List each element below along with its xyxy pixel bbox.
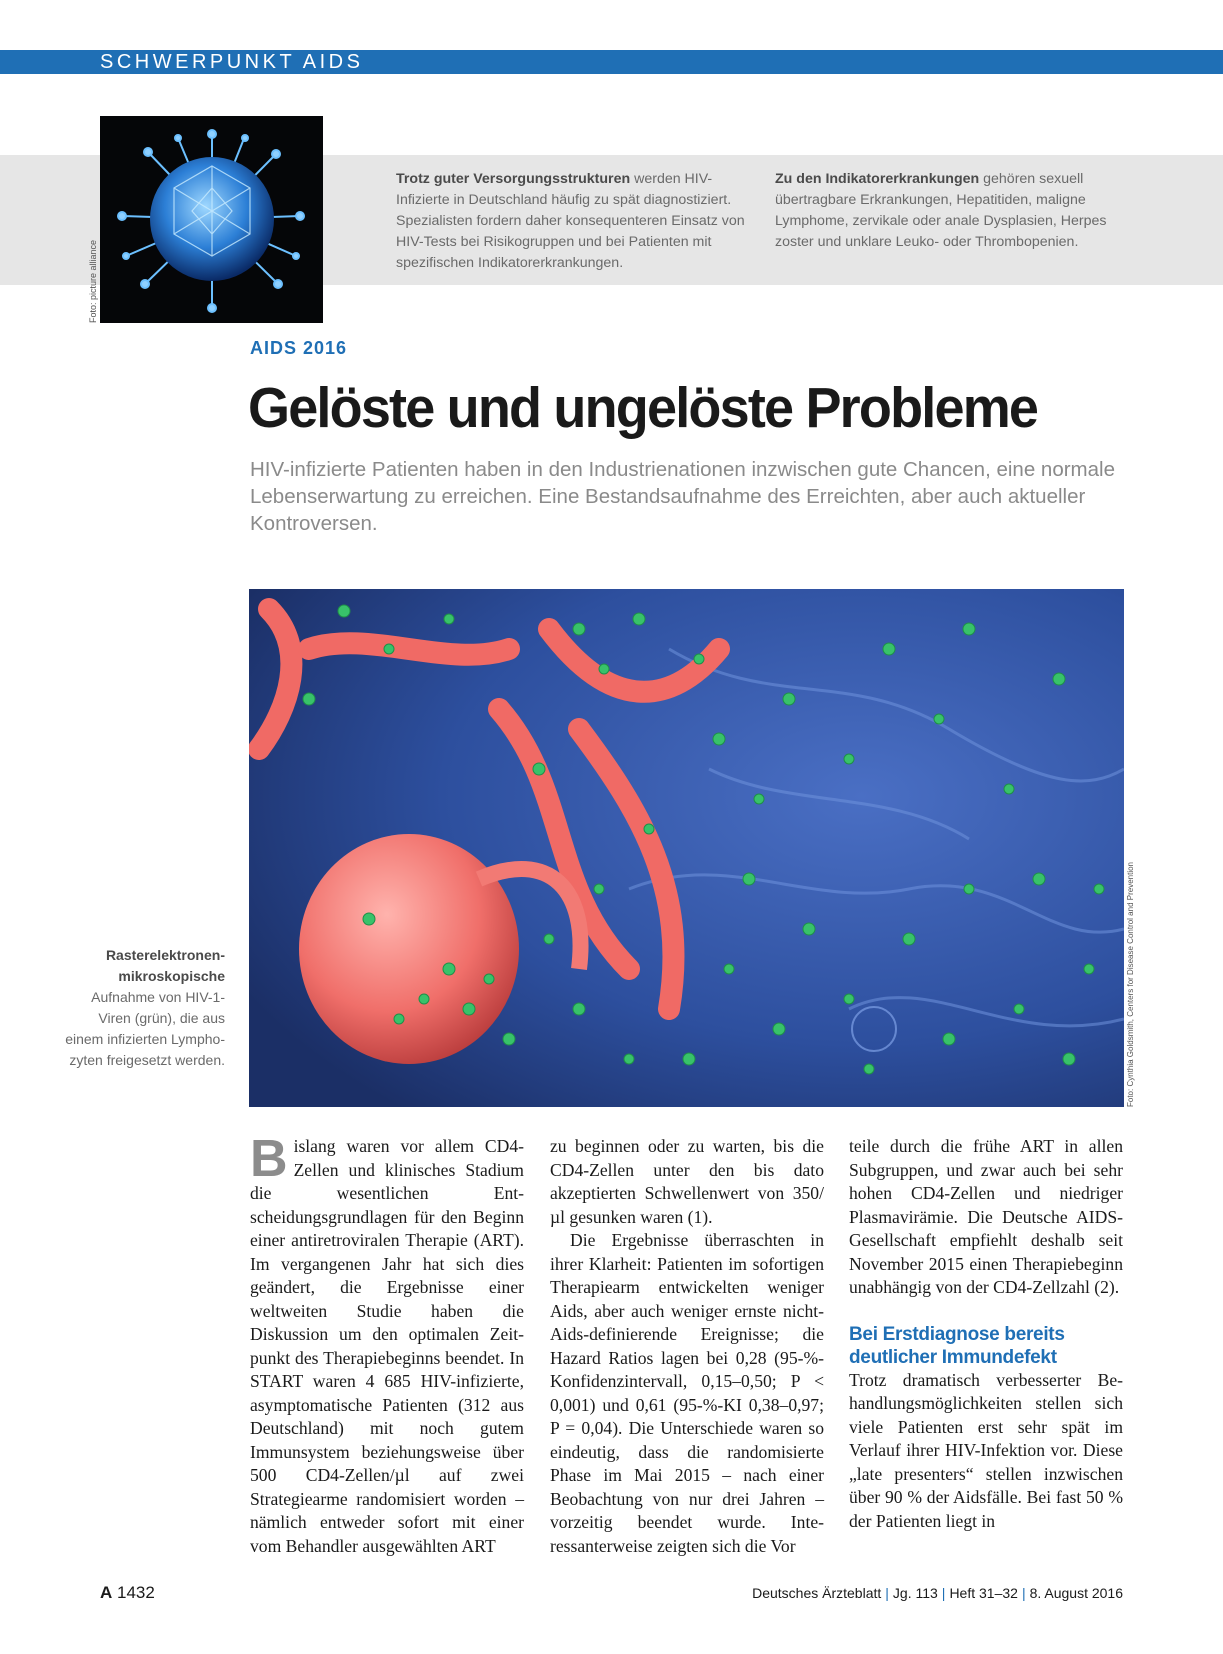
main-photo-credit: Foto: Cynthia Goldsmith, Centers for Disease Control and Prevention: [1126, 861, 1135, 1107]
teaser-1-text: werden HIV-Infizierte in Deutschland häufig zu spät diagnostiziert. Spezialisten fordern daher konsequenteren Einsatz von HIV-Tests bei Risikogruppen und bei Patienten mit spezifischen Indikatorerkrankungen.: [396, 171, 745, 271]
section-bar: [0, 50, 1223, 74]
article-kicker: AIDS 2016: [250, 338, 348, 358]
article-headline: Gelöste und ungelöste Probleme: [248, 377, 1038, 440]
teaser-2-text: gehören sexuell übertragbare Erkrankungen, Hepatitiden, maligne Lymphome, zervikale oder anale Dysplasien, Herpes zoster und unklare Leuko- oder Thrombopenien.: [775, 171, 1107, 250]
body-col3-paragraph-2: Trotz dramatisch verbesserter Behandlungsmöglichkeiten stellen sich viele Patienten erst sehr spät im Verlauf ihrer HIV-Infektion vor. Diese „late presenters“ stellen inzwischen über 90 % der Aidsfälle. Bei fast 50 % der Patienten liegt in: [849, 1369, 1123, 1531]
page-prefix: A: [100, 1583, 113, 1602]
drop-cap: B: [250, 1130, 288, 1188]
virus-photo-credit: Foto: picture alliance: [88, 239, 98, 323]
section-label: SCHWERPUNKT AIDS: [100, 51, 364, 73]
caption-bold: Rasterelektronenmikroskopische: [105, 947, 225, 984]
article-lead: HIV-infizierte Patienten haben in den Industrienationen inzwischen gute Chancen, eine normale Lebenserwartung zu erreichen. Eine Bestandsaufnahme des Erreichten, aber auch aktueller Kontroversen.: [250, 458, 1115, 535]
page-number: [100, 1583, 155, 1603]
teaser-2-bold: Zu den Indikatorerkrankungen: [775, 171, 980, 187]
caption-text: Aufnahme von HIV-1-Viren (grün), die aus einem infizierten Lymphozyten freigesetzt werden.: [65, 989, 225, 1068]
section-subhead: Bei Erstdiagnose bereits deutlicher Immundefekt: [849, 1323, 1065, 1368]
journal-volume: Jg. 113: [892, 1585, 938, 1601]
body-col3-paragraph-1: teile durch die frühe ART in allen Subgruppen, und zwar auch bei sehr hohen CD4-Zellen und niedriger Plasmavirämie. Die Deutsche AIDS-Gesellschaft empfiehlt deshalb seit November 2015 einen Therapiebeginn unabhängig von der CD4-Zellzahl (2).: [849, 1136, 1123, 1297]
body-col2-paragraph-2: Die Ergebnisse überraschten in ihrer Klarheit: Patienten im sofortigen Therapiearm entwickelten weniger Aids, aber auch weniger ernste nicht-Aids-definierende Ereignisse; die Hazard Ratios lagen bei 0,28 (95-%-Konfidenzintervall, 0,15–0,50; P < 0,001) und 0,61 (95-%-KI 0,38–0,97; P = 0,04). Die Unterschiede waren so eindeutig, dass die randomisierte Phase im Mai 2015 – nach einer Beobachtung von nur drei Jahren – vorzeitig beendet wurde. Interessanterweise zeigten sich die Vor: [550, 1230, 824, 1556]
teaser-column-2: [775, 169, 1115, 253]
journal-date: 8. August 2016: [1029, 1585, 1123, 1601]
journal-name: Deutsches Ärzteblatt: [752, 1585, 882, 1601]
body-col1-text: islang waren vor allem CD4-Zellen und klinisches Stadium die wesentlichen Entscheidungsgrundlagen für den Beginn einer antiretroviralen Therapie (ART). Im vergangenen Jahr hat sich dies geändert, die Ergebnisse einer weltweiten Studie haben die Diskussion um den optimalen Zeitpunkt des Therapiebeginns beendet. In START waren 4 685 HIV-infizierte, asymptomatische Patienten (312 aus Deutschland) mit noch gutem Immunsystem beziehungsweise über 500 CD4-Zellen/µl auf zwei Strategiearme randomisiert worden – nämlich entweder sofort mit einer vom Behandler ausgewählten ART: [250, 1136, 524, 1556]
journal-issue: Heft 31–32: [949, 1585, 1018, 1601]
teaser-1-bold: Trotz guter Versorgungsstrukturen: [396, 171, 631, 187]
body-column-2: [550, 1135, 824, 1558]
hiv-virus-illustration: [100, 116, 323, 323]
page-number-value: 1432: [117, 1583, 155, 1602]
body-column-1: [250, 1130, 524, 1558]
image-caption: [60, 945, 225, 1071]
footer-journal-info: Deutsches Ärzteblatt | Jg. 113 | Heft 31–32 | 8. August 2016: [752, 1585, 1123, 1601]
teaser-column-1: [396, 169, 746, 274]
body-col2-paragraph-1: zu beginnen oder zu warten, bis die CD4-Zellen unter den bis dato akzeptierten Schwellenwert von 350/µl gesunken waren (1).: [550, 1136, 824, 1227]
body-column-3: [849, 1135, 1123, 1533]
electron-micrograph-image: [249, 589, 1124, 1107]
